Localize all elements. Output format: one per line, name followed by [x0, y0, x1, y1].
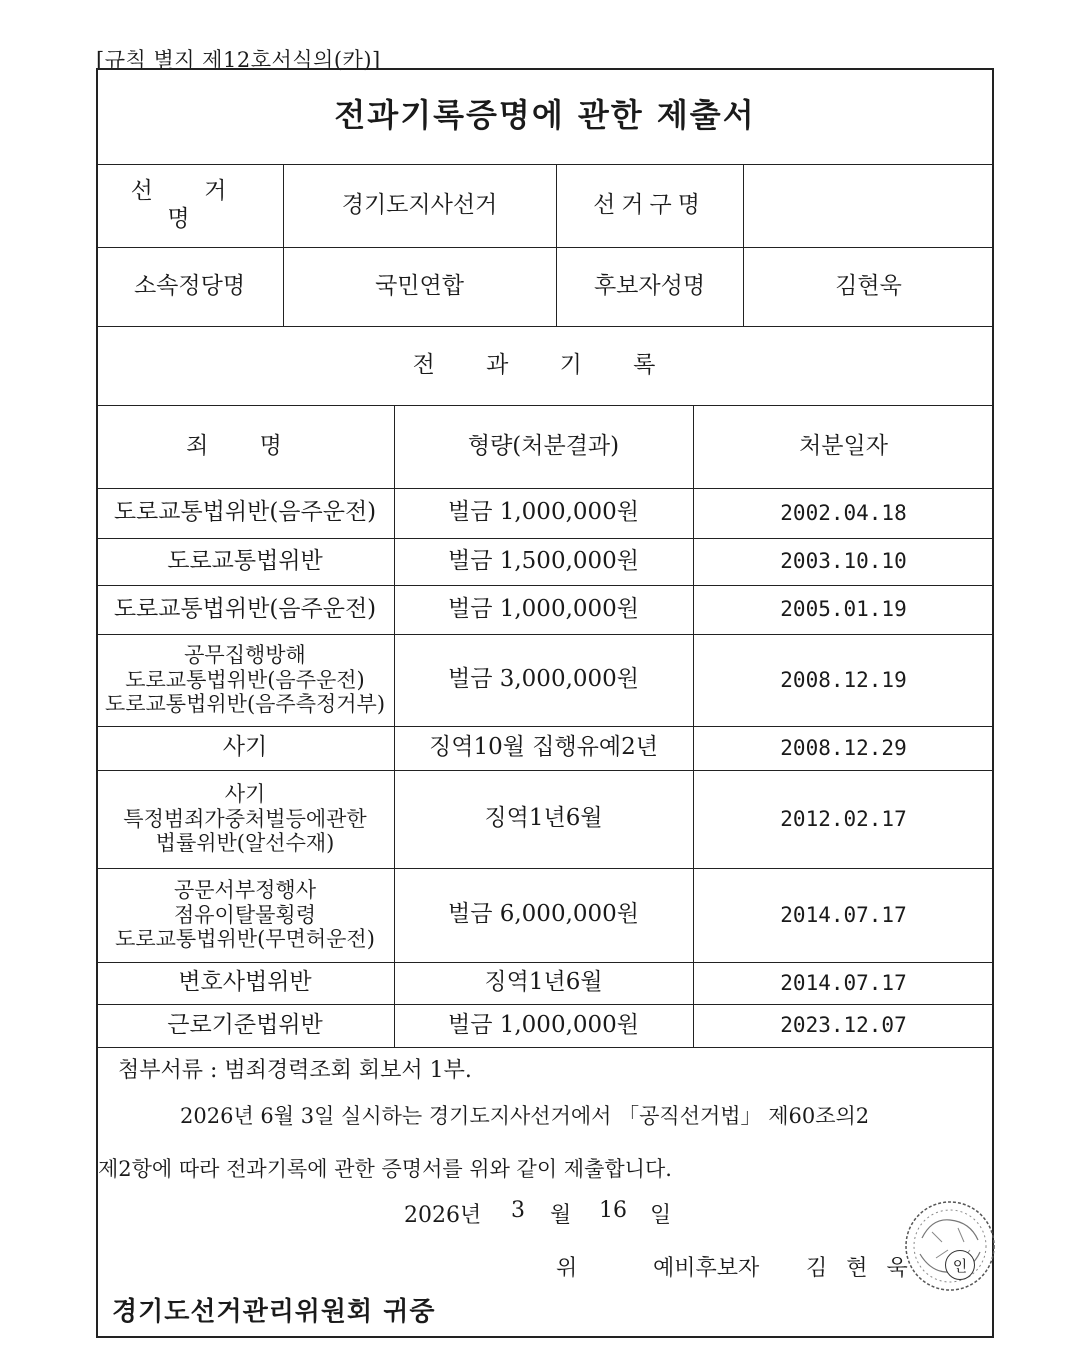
- record-sentence: 벌금 3,000,000원: [447, 666, 640, 693]
- signature-role: 예비후보자: [653, 1256, 760, 1281]
- document-title: 전과기록증명에 관한 제출서: [334, 96, 756, 135]
- record-date: 2008.12.29: [780, 735, 907, 760]
- record-sentence: 벌금 1,000,000원: [447, 499, 640, 526]
- form-label: [규칙 별지 제12호서식의(카)]: [96, 48, 381, 72]
- record-date: 2005.01.19: [780, 597, 907, 622]
- rule-table-bottom: [96, 1047, 994, 1048]
- record-date: 2002.04.18: [780, 500, 907, 525]
- record-crime: 사기: [222, 734, 268, 761]
- election-name-label: 선 거 명: [130, 178, 249, 232]
- seal-stamp-icon: [902, 1198, 998, 1294]
- seal-mark: 인: [945, 1250, 975, 1280]
- records-section-title: 전 과 기 록: [412, 351, 678, 378]
- attachment-note: 첨부서류 : 범죄경력조회 회보서 1부.: [118, 1058, 472, 1083]
- party-value: 국민연합: [375, 272, 464, 299]
- candidate-value: 김현욱: [835, 272, 902, 299]
- record-sentence: 벌금 6,000,000원: [447, 901, 640, 928]
- district-label: 선거구명: [593, 191, 706, 218]
- date-year: 2026년: [404, 1203, 482, 1228]
- record-date: 2008.12.19: [780, 667, 907, 692]
- election-name-value: 경기도지사선거: [341, 191, 498, 218]
- record-sentence: 징역10월 집행유예2년: [429, 734, 658, 761]
- record-date: 2003.10.10: [780, 549, 907, 574]
- party-label: 소속정당명: [133, 272, 246, 299]
- record-date: 2014.07.17: [780, 970, 907, 995]
- column-sentence: 형량(처분결과): [467, 432, 620, 459]
- record-crime: 공무집행방해 도로교통법위반(음주운전) 도로교통법위반(음주측정거부): [104, 642, 386, 717]
- record-crime: 사기 특정범죄가중처벌등에관한 법률위반(알선수재): [123, 781, 367, 856]
- record-date: 2012.02.17: [780, 806, 907, 831]
- date-month: 3: [511, 1198, 525, 1223]
- statement-line-2: 제2항에 따라 전과기록에 관한 증명서를 위와 같이 제출합니다.: [98, 1157, 672, 1181]
- record-sentence: 벌금 1,000,000원: [447, 1011, 640, 1038]
- record-sentence: 징역1년6월: [484, 969, 603, 996]
- column-date: 처분일자: [799, 432, 888, 459]
- record-crime: 도로교통법위반: [167, 547, 323, 574]
- district-value: [743, 164, 994, 247]
- record-crime: 공문서부정행사 점유이탈물횡령 도로교통법위반(무면허운전): [115, 877, 375, 952]
- statement-line-1: 2026년 6월 3일 실시하는 경기도지사선거에서 「공직선거법」 제60조의2: [180, 1104, 870, 1128]
- record-crime: 도로교통법위반(음주운전): [113, 499, 377, 526]
- record-sentence: 벌금 1,000,000원: [447, 595, 640, 622]
- record-crime: 변호사법위반: [178, 969, 312, 996]
- record-date: 2023.12.07: [780, 1013, 907, 1038]
- record-date: 2014.07.17: [780, 902, 907, 927]
- record-crime: 도로교통법위반(음주운전): [113, 595, 377, 622]
- signature-above: 위: [556, 1256, 578, 1281]
- candidate-label: 후보자성명: [593, 272, 706, 299]
- record-sentence: 징역1년6월: [484, 805, 603, 832]
- record-crime: 근로기준법위반: [167, 1011, 323, 1038]
- date-day-unit: 일: [650, 1203, 672, 1228]
- date-month-unit: 월: [550, 1203, 572, 1228]
- record-sentence: 벌금 1,500,000원: [447, 547, 640, 574]
- signature-name: 김 현 욱: [806, 1256, 914, 1281]
- column-crime: 죄 명: [186, 432, 304, 459]
- date-day: 16: [599, 1198, 627, 1223]
- addressee: 경기도선거관리위원회 귀중: [112, 1297, 436, 1327]
